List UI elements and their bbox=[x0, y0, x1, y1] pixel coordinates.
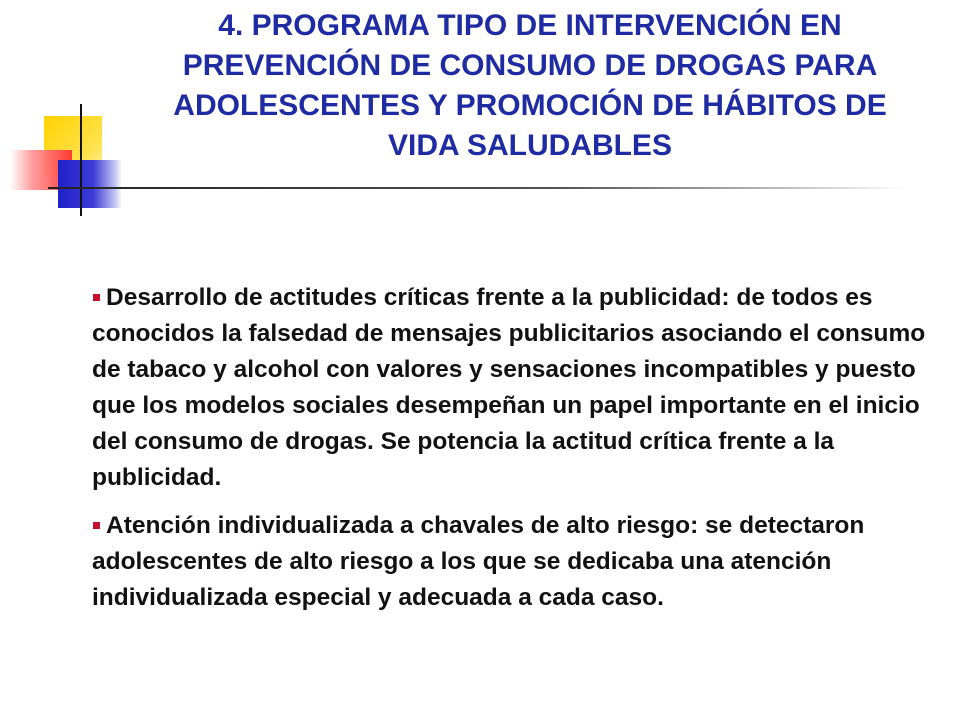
title-underline bbox=[48, 187, 908, 189]
title-line: 4. PROGRAMA TIPO DE INTERVENCIÓN EN bbox=[218, 9, 842, 42]
bullet-item bbox=[92, 280, 940, 496]
title-line: ADOLESCENTES Y PROMOCIÓN DE HÁBITOS DE bbox=[173, 89, 887, 122]
title-line: VIDA SALUDABLES bbox=[388, 129, 672, 162]
bullet-text: Desarrollo de actitudes críticas frente a la publicidad: de todos es conocidos la falsedad de mensajes publicitarios asociando el consumo de tabaco y alcohol con valores y sensaciones incompatibles y puesto que los modelos sociales desempeñan un papel importante en el inicio del consumo de drogas. Se potencia la actitud crítica frente a la publicidad. bbox=[92, 284, 926, 491]
square-bullet-icon bbox=[93, 522, 100, 529]
decorative-blue-square bbox=[58, 160, 122, 208]
decorative-vertical-line bbox=[80, 104, 82, 216]
bullet-list bbox=[92, 280, 940, 628]
title-line: PREVENCIÓN DE CONSUMO DE DROGAS PARA bbox=[182, 49, 878, 82]
bullet-item bbox=[92, 508, 940, 616]
slide-title bbox=[130, 6, 930, 166]
bullet-text: Atención individualizada a chavales de alto riesgo: se detectaron adolescentes de alto riesgo a los que se dedicaba una atención individualizada especial y adecuada a cada caso. bbox=[92, 512, 865, 611]
square-bullet-icon bbox=[93, 294, 100, 301]
